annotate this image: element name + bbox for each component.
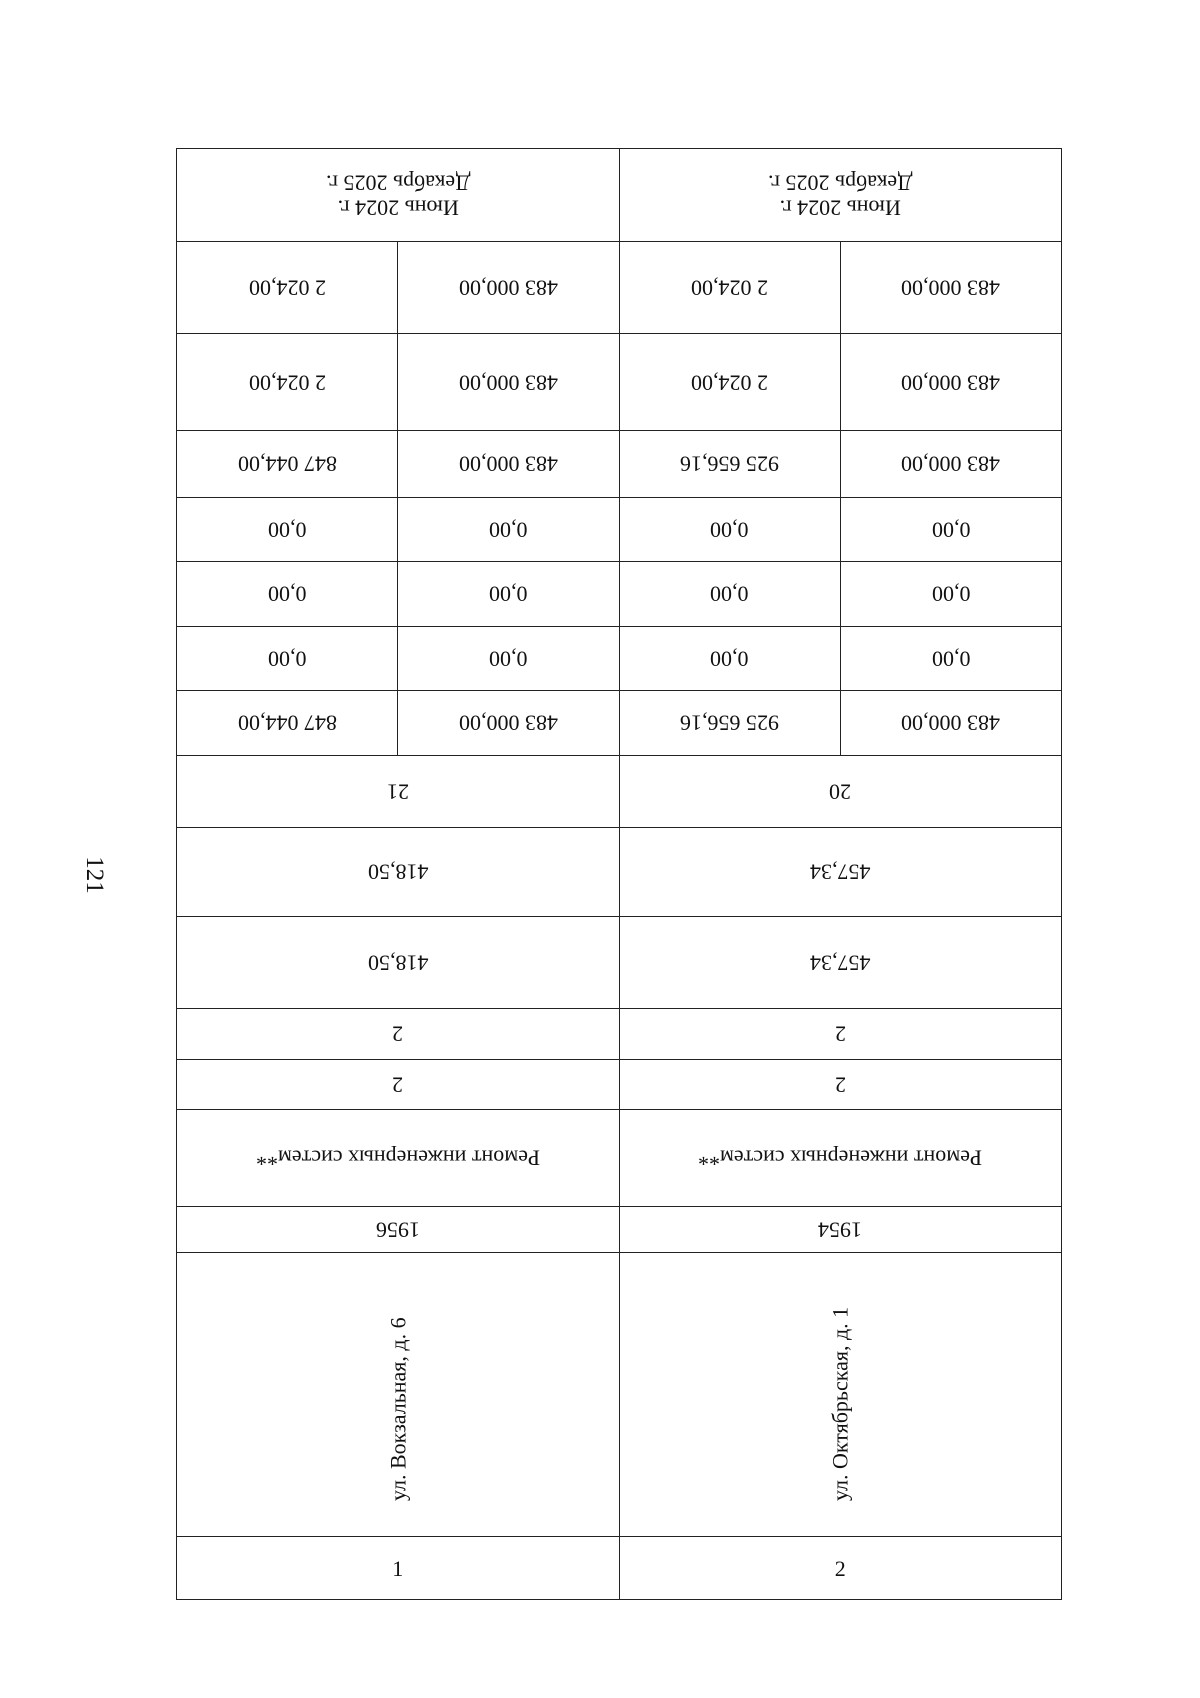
table-row-code [177, 755, 1062, 828]
registry-table-container [176, 148, 1062, 1600]
cell-budget-local: 0,00 [177, 497, 398, 561]
address-text: ул. Октябрьская, д. 1 [827, 1306, 853, 1502]
page-number: 121 [81, 856, 108, 894]
cell-local-limit: 0,00 [398, 497, 619, 561]
cell-area: 457,34 [619, 828, 1062, 917]
table-row-budget-regional [177, 562, 1062, 626]
cell-budget-federal: 0,00 [619, 626, 840, 690]
cell-cost-total: 925 656,16 [619, 691, 840, 755]
cell-regional-limit: 0,00 [398, 562, 619, 626]
table-row-period [177, 149, 1062, 242]
table-row-count-a [177, 1009, 1062, 1059]
table-row-budget-local [177, 497, 1062, 561]
cell-address [619, 1253, 1062, 1537]
cell-count: 2 [619, 1009, 1062, 1059]
table-row-address [177, 1253, 1062, 1537]
cell-unit-cost: 2 024,00 [619, 241, 840, 334]
cell-work-type: Ремонт инженерных систем** [619, 1110, 1062, 1207]
cell-unit-cost: 2 024,00 [177, 334, 398, 431]
registry-table [176, 148, 1062, 1600]
cell-unit-limit: 483 000,00 [398, 334, 619, 431]
cell-federal-limit: 0,00 [398, 626, 619, 690]
table-row-unit-cost-2 [177, 334, 1062, 431]
cell-fund-limit: 483 000,00 [840, 431, 1061, 498]
cell-code: 21 [177, 755, 620, 828]
cell-budget-regional: 0,00 [177, 562, 398, 626]
table-row-cost-total [177, 691, 1062, 755]
cell-work-type: Ремонт инженерных систем** [177, 1110, 620, 1207]
cell-count: 2 [177, 1059, 620, 1109]
cell-address [177, 1253, 620, 1537]
cell-area: 418,50 [177, 916, 620, 1009]
cell-fund-total: 847 044,00 [177, 431, 398, 498]
cell-unit-limit: 483 000,00 [398, 241, 619, 334]
cell-unit-limit: 483 000,00 [840, 334, 1061, 431]
address-text: ул. Вокзальная, д. 6 [385, 1317, 411, 1502]
cell-budget-federal: 0,00 [177, 626, 398, 690]
table-row-area-a [177, 828, 1062, 917]
cell-budget-regional: 0,00 [619, 562, 840, 626]
cell-period: Июнь 2024 г. Декабрь 2025 г. [619, 149, 1062, 242]
cell-year: 1956 [177, 1206, 620, 1252]
table-row-fund-total [177, 431, 1062, 498]
cell-unit-cost: 2 024,00 [619, 334, 840, 431]
cell-area: 457,34 [619, 916, 1062, 1009]
cell-fund-total: 925 656,16 [619, 431, 840, 498]
cell-area: 418,50 [177, 828, 620, 917]
cell-budget-local: 0,00 [619, 497, 840, 561]
table-row-index [177, 1537, 1062, 1600]
cell-unit-limit: 483 000,00 [840, 241, 1061, 334]
table-row-budget-federal [177, 626, 1062, 690]
table-row-unit-cost [177, 241, 1062, 334]
cell-index: 2 [619, 1537, 1062, 1600]
cell-total-limit: 483 000,00 [398, 691, 619, 755]
cell-regional-limit: 0,00 [840, 562, 1061, 626]
cell-total-limit: 483 000,00 [840, 691, 1061, 755]
cell-unit-cost: 2 024,00 [177, 241, 398, 334]
table-row-year [177, 1206, 1062, 1252]
table-row-work-type [177, 1110, 1062, 1207]
cell-local-limit: 0,00 [840, 497, 1061, 561]
cell-count: 2 [619, 1059, 1062, 1109]
cell-code: 20 [619, 755, 1062, 828]
cell-fund-limit: 483 000,00 [398, 431, 619, 498]
cell-year: 1954 [619, 1206, 1062, 1252]
cell-period: Июнь 2024 г. Декабрь 2025 г. [177, 149, 620, 242]
table-row-count-b [177, 1059, 1062, 1109]
cell-index: 1 [177, 1537, 620, 1600]
cell-federal-limit: 0,00 [840, 626, 1061, 690]
table-row-area-b [177, 916, 1062, 1009]
cell-count: 2 [177, 1009, 620, 1059]
cell-cost-total: 847 044,00 [177, 691, 398, 755]
